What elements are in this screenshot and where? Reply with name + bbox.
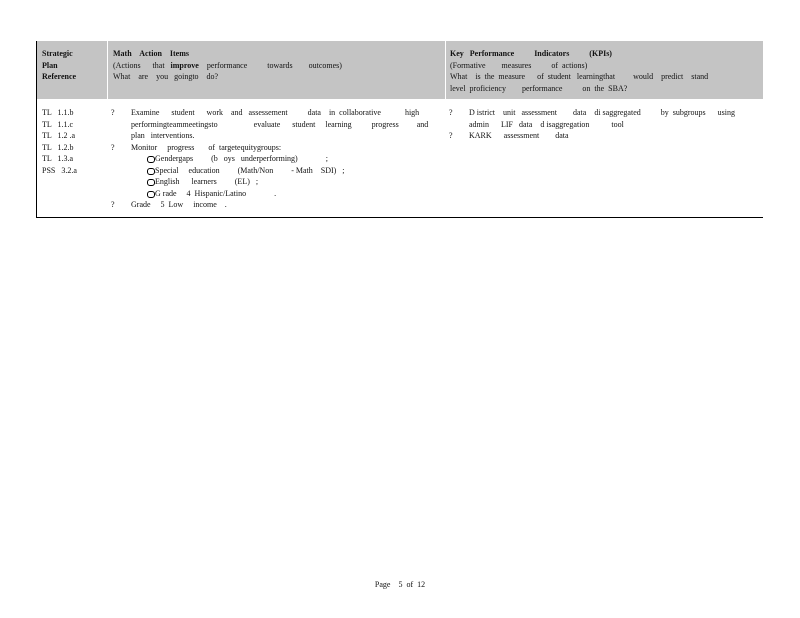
circle-bullet-icon: [147, 191, 155, 198]
action-item-line: Grade 5 Low income .: [131, 200, 227, 209]
action-item-line: Examine student work and assessement data in collaborative high: [131, 108, 420, 117]
action-subitem-text: Special education (Math/Non - Math SDI) ;: [155, 165, 345, 175]
kpi-item: [449, 107, 761, 130]
strategic-plan-reference-header: [42, 48, 76, 83]
math-action-items-header: [113, 48, 342, 83]
bullet-glyph: ?: [111, 200, 115, 209]
circle-bullet-icon: [147, 156, 155, 163]
reference-item: TL 1.2.b: [42, 142, 74, 152]
action-item: [111, 107, 431, 142]
kpi-header: [450, 48, 708, 94]
reference-item: TL 1.1.c: [42, 119, 74, 129]
action-subitem-text: Gendergaps (b oys underperforming) ;: [155, 154, 328, 163]
circle-bullet-icon: [147, 168, 155, 175]
header-ref-line: Plan: [42, 60, 58, 70]
action-subitem: [111, 188, 431, 200]
action-items-list: [111, 107, 431, 211]
action-item-line: Monitor progress of targetequitygroups:: [131, 142, 282, 152]
header-kpi-question-cont: level proficiency performance on the SBA?: [450, 83, 628, 93]
header-actions-question: What are you goingto do?: [113, 72, 219, 81]
action-item: [111, 199, 431, 211]
action-item-line: performingteammeetingsto evaluate student learning progress and: [131, 119, 429, 129]
reference-item: TL 1.3.a: [42, 154, 74, 163]
reference-item: TL 1.2 .a: [42, 131, 76, 140]
reference-list: [42, 107, 77, 176]
header-actions-sub-bold: improve: [170, 60, 199, 70]
header-actions-title: Math Action Items: [113, 49, 189, 58]
action-subitem-text: G rade 4 Hispanic/Latino .: [155, 188, 277, 198]
action-subitem: [111, 153, 431, 165]
header-ref-line: Strategic: [42, 49, 73, 58]
bullet-glyph: ?: [111, 108, 115, 117]
action-item-line: plan interventions.: [131, 131, 195, 140]
action-subitem: [111, 176, 431, 188]
header-actions-sub-pre: (Actions that: [113, 60, 171, 70]
bullet-glyph: ?: [111, 142, 115, 152]
reference-item: TL 1.1.b: [42, 108, 74, 117]
bullet-glyph: ?: [449, 108, 453, 117]
circle-bullet-icon: [147, 179, 155, 186]
header-divider: [107, 41, 108, 99]
reference-item: PSS 3.2.a: [42, 165, 77, 175]
header-kpi-question: What is the measure of student learningthat would predict stand: [450, 72, 709, 81]
kpi-item-line: admin LIF data d isaggregation tool: [469, 119, 624, 129]
header-actions-subtitle: [113, 60, 342, 72]
header-divider: [445, 41, 446, 99]
header-ref-line: Reference: [42, 72, 77, 81]
kpi-list: [449, 107, 761, 142]
header-kpi-title: Key Performance Indicators (KPIs): [450, 49, 612, 58]
header-kpi-subtitle: (Formative measures of actions): [450, 60, 588, 70]
action-item: [111, 142, 431, 154]
table-header-row: [37, 41, 763, 99]
kpi-item-line: D istrict unit assessment data di saggregated by subgroups using: [469, 108, 735, 117]
table-body-row: [37, 99, 763, 217]
action-subitem-text: English learners (EL) ;: [155, 177, 259, 186]
header-actions-sub-post: performance towards outcomes): [198, 60, 342, 70]
page-number: Page 5 of 12: [374, 580, 426, 589]
action-plan-table: [36, 41, 763, 218]
bullet-glyph: ?: [449, 131, 453, 140]
kpi-item: [449, 130, 761, 142]
action-subitem: [111, 165, 431, 177]
kpi-item-line: KARK assessment data: [469, 131, 569, 140]
